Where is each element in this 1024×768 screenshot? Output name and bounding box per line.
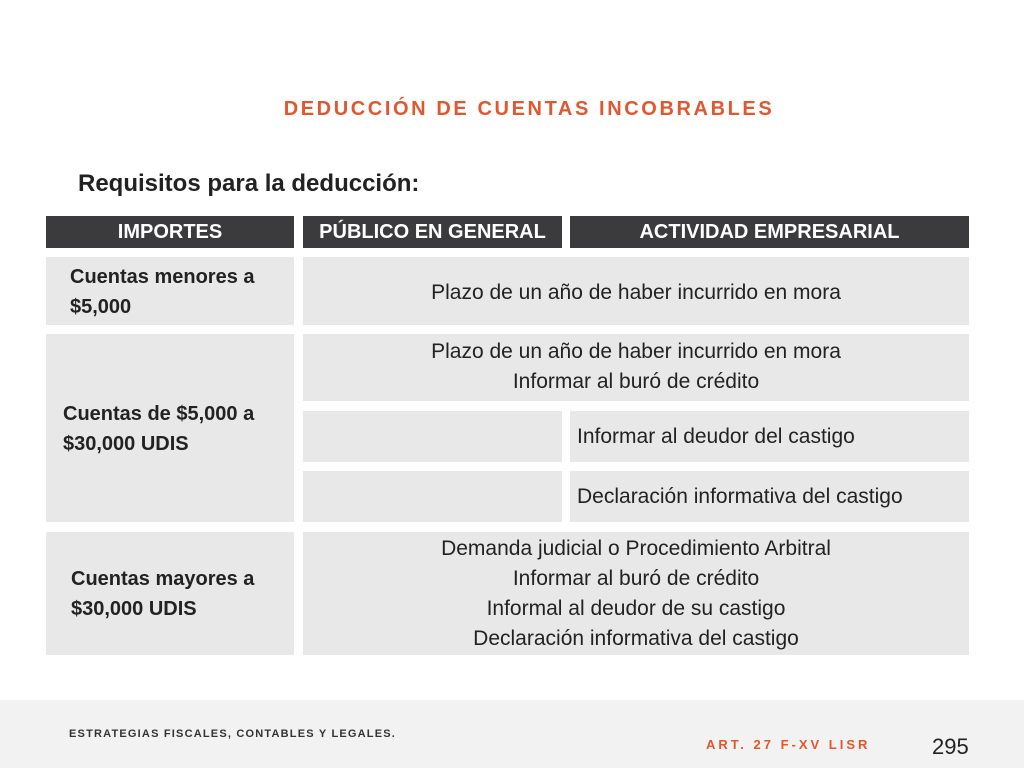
row-3-label-line-1: Cuentas mayores a xyxy=(71,568,255,590)
row-3-requirements xyxy=(303,534,969,654)
row-3-requirement-line-4: Declaración informativa del castigo xyxy=(473,627,799,650)
row-1-requirement: Plazo de un año de haber incurrido en mora xyxy=(431,281,841,304)
row-1-label-line-2: $5,000 xyxy=(70,296,132,318)
footer-article-reference: ART. 27 F-XV LISR xyxy=(706,737,871,752)
footer-company-text: ESTRATEGIAS FISCALES, CONTABLES Y LEGALES. xyxy=(69,728,397,740)
row-2-label xyxy=(63,399,254,459)
row-2-shared-requirements xyxy=(303,337,969,397)
row-2-publico-empty-cell-1 xyxy=(303,411,562,462)
row-2-empresarial-requirement-1: Informar al deudor del castigo xyxy=(577,425,855,448)
row-2-empresarial-requirement-2: Declaración informativa del castigo xyxy=(577,485,903,508)
row-1-label-line-1: Cuentas menores a xyxy=(70,266,255,288)
row-3-label-line-2: $30,000 UDIS xyxy=(71,598,197,620)
row-3-requirement-line-2: Informar al buró de crédito xyxy=(512,567,760,590)
header-importes: IMPORTES xyxy=(46,216,294,248)
row-2-requirement-line-1: Plazo de un año de haber incurrido en mora xyxy=(431,340,841,363)
row-2-label-line-2: $30,000 UDIS xyxy=(63,433,189,455)
header-publico-en-general: PÚBLICO EN GENERAL xyxy=(303,216,562,248)
row-2-requirement-line-2: Informar al buró de crédito xyxy=(512,370,760,393)
row-3-requirement-line-1: Demanda judicial o Procedimiento Arbitral xyxy=(441,537,831,560)
row-1-label xyxy=(70,262,255,322)
row-2-publico-empty-cell-2 xyxy=(303,471,562,522)
row-3-label xyxy=(71,564,254,624)
subtitle: Requisitos para la deducción: xyxy=(78,170,420,197)
slide-title: DEDUCCIÓN DE CUENTAS INCOBRABLES xyxy=(283,98,775,120)
row-2-label-line-1: Cuentas de $5,000 a xyxy=(63,403,255,425)
row-3-requirement-line-3: Informal al deudor de su castigo xyxy=(486,597,786,620)
header-actividad-empresarial: ACTIVIDAD EMPRESARIAL xyxy=(570,216,969,248)
page-number: 295 xyxy=(932,734,969,759)
